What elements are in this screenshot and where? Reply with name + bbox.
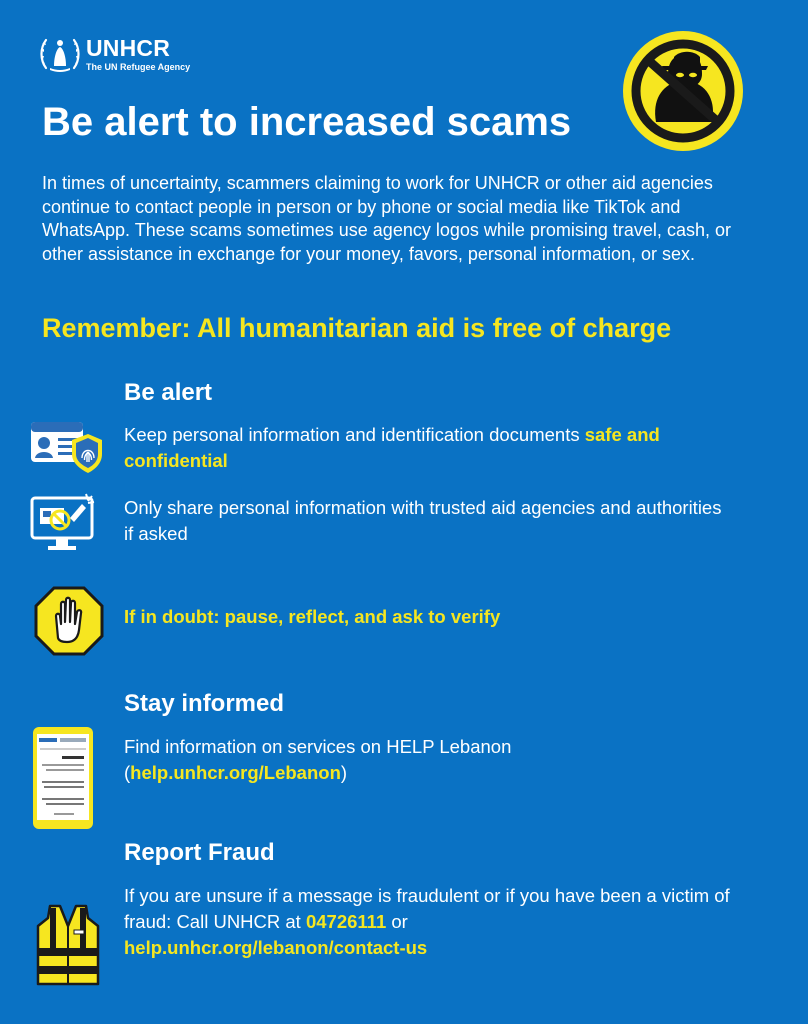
be-alert-item-3: If in doubt: pause, reflect, and ask to verify xyxy=(124,606,501,627)
unhcr-logo xyxy=(38,34,190,74)
brand-name: UNHCR xyxy=(86,34,171,61)
stop-hand-icon xyxy=(34,586,104,656)
intro-paragraph: In times of uncertainty, scammers claiming to work for UNHCR or other aid agencies continue to contact people in person or by phone or social media like TikTok and WhatsApp. These scams sometimes use agency logos while promising travel, cash, or other assistance in exchange for your money, favors, personal information, or sex. xyxy=(42,173,731,264)
computer-no-share-icon xyxy=(30,490,98,554)
be-alert-item-1 xyxy=(124,422,764,474)
stay-informed-heading: Stay informed xyxy=(124,690,285,717)
help-lebanon-link[interactable]: help.unhcr.org/Lebanon xyxy=(130,762,341,783)
safe-confidential-highlight: safe and confidential xyxy=(124,424,660,471)
brand-tagline: The UN Refugee Agency xyxy=(86,61,191,72)
or-word: or xyxy=(386,911,408,932)
report-fraud-text xyxy=(124,883,744,961)
unhcr-emblem-icon xyxy=(38,34,82,74)
report-fraud-heading: Report Fraud xyxy=(124,839,275,866)
unhcr-phone-number[interactable]: 04726111 xyxy=(305,911,387,932)
report-fraud-desc: If you are unsure if a message is fraudulent or if you have been a victim of fraud: Call UNHCR at xyxy=(124,885,730,932)
phone-help-site-icon xyxy=(32,726,94,830)
open-paren: ( xyxy=(124,762,131,783)
stay-informed-text xyxy=(124,734,764,786)
contact-us-link[interactable]: help.unhcr.org/lebanon/contact-us xyxy=(124,937,428,958)
be-alert-heading: Be alert xyxy=(124,379,213,406)
safety-vest-icon xyxy=(36,904,100,986)
remember-banner: Remember: All humanitarian aid is free of charge xyxy=(42,313,672,343)
be-alert-item-2: Only share personal information with trusted aid agencies and authorities if asked xyxy=(124,497,722,544)
stay-informed-desc: Find information on services on HELP Lebanon xyxy=(124,736,512,757)
no-scammer-icon xyxy=(622,30,744,152)
be-alert-item-1-text: Keep personal information and identification documents xyxy=(124,424,585,445)
close-paren: ) xyxy=(340,762,348,783)
page-title: Be alert to increased scams xyxy=(42,100,572,144)
id-card-icon xyxy=(30,418,102,474)
